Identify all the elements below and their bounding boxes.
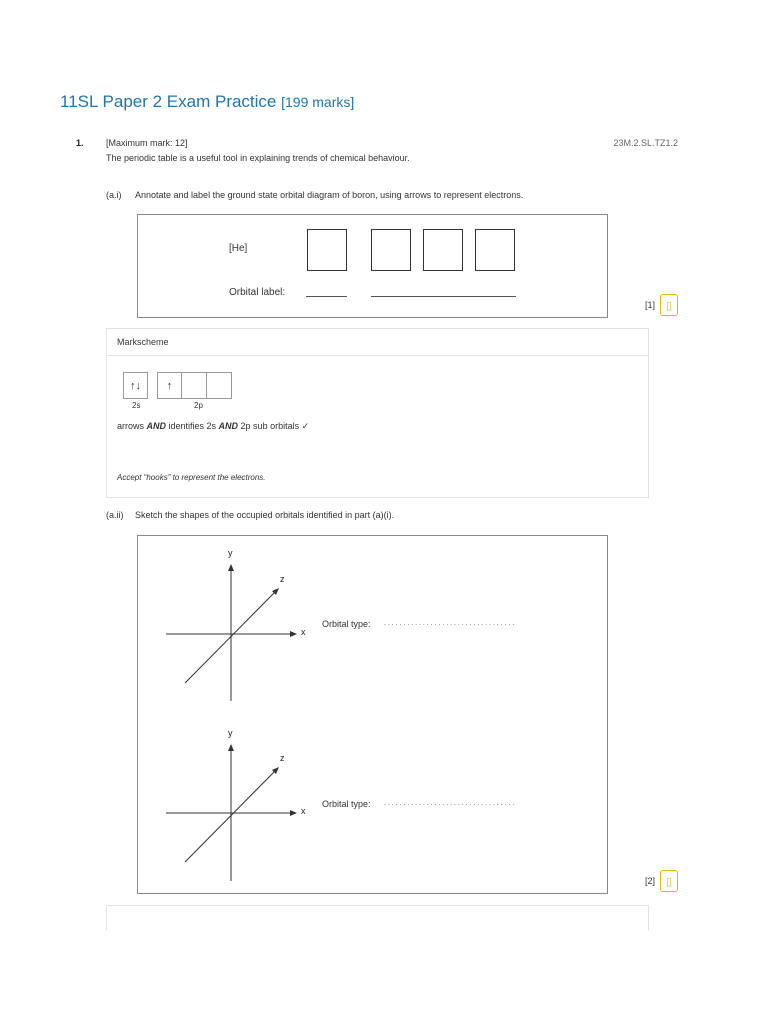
orbital-type-label-2: Orbital type: — [322, 799, 371, 809]
axis-label-y-2: y — [228, 728, 233, 738]
markscheme-header: Markscheme — [107, 329, 648, 356]
orbital-label-line-2p[interactable] — [371, 296, 516, 297]
markscheme-cell-2p-2 — [182, 372, 207, 399]
answer-mid: identifies 2s — [166, 421, 219, 431]
x-arrow-1 — [290, 631, 297, 637]
axis-label-z-1: z — [280, 574, 285, 584]
markscheme-cell-2s: ↑↓ — [123, 372, 148, 399]
orbital-box-2s[interactable] — [307, 229, 347, 271]
orbital-type-dots-2[interactable]: . . . . . . . . . . . . . . . . . . . . . . . . . . . . . . . . . . — [384, 800, 515, 807]
axes-set-2 — [166, 744, 297, 881]
page-title — [60, 92, 354, 112]
part-a-ii-label: (a.ii) — [106, 510, 124, 520]
answer-pre: arrows — [117, 421, 147, 431]
markscheme-answer — [117, 421, 309, 432]
part-a-ii-prompt: Sketch the shapes of the occupied orbitals identified in part (a)(i). — [135, 510, 395, 520]
orbital-diagram-box — [137, 214, 608, 318]
axes-set-1 — [166, 564, 297, 701]
y-arrow-1 — [228, 564, 234, 571]
orbital-box-2p-2[interactable] — [423, 229, 463, 271]
answer-and-2: AND — [218, 421, 239, 431]
mark-toggle-icon: ▯ — [665, 875, 673, 888]
part-a-i-label: (a.i) — [106, 190, 122, 200]
axis-label-x-2: x — [301, 806, 306, 816]
orbital-sketch-box — [137, 535, 608, 894]
markscheme-sub-2p: 2p — [194, 401, 203, 410]
markscheme-sub-2s: 2s — [132, 401, 141, 410]
question-intro: The periodic table is a useful tool in explaining trends of chemical behaviour. — [106, 153, 410, 163]
orbital-type-label-1: Orbital type: — [322, 619, 371, 629]
answer-post: 2p sub orbitals ✓ — [238, 421, 310, 431]
orbital-label-text: Orbital label: — [229, 287, 286, 298]
question-number: 1. — [76, 138, 84, 148]
page-title-text: 11SL Paper 2 Exam Practice — [60, 92, 277, 111]
question-code: 23M.2.SL.TZ1.2 — [613, 138, 678, 148]
part-a-ii-marks: [2] — [645, 876, 656, 886]
axis-label-z-2: z — [280, 753, 285, 763]
page-title-marks: [199 marks] — [281, 94, 355, 110]
x-arrow-2 — [290, 810, 297, 816]
page-bottom-mask — [0, 930, 768, 1024]
orbital-label-line-2s[interactable] — [306, 296, 347, 297]
axis-label-x-1: x — [301, 627, 306, 637]
orbital-box-2p-1[interactable] — [371, 229, 411, 271]
markscheme-toggle-button-1[interactable] — [660, 294, 678, 316]
markscheme-note: Accept “hooks” to represent the electrons. — [117, 473, 266, 482]
axis-label-y-1: y — [228, 548, 233, 558]
core-notation: [He] — [229, 243, 248, 254]
part-a-i-prompt: Annotate and label the ground state orbital diagram of boron, using arrows to represent electrons. — [135, 190, 524, 200]
markscheme-panel — [106, 328, 649, 498]
markscheme-toggle-button-2[interactable] — [660, 870, 678, 892]
axes-svg — [138, 536, 607, 893]
y-arrow-2 — [228, 744, 234, 751]
markscheme-cell-2p-3 — [207, 372, 232, 399]
markscheme-2p-cells — [157, 372, 232, 399]
mark-toggle-icon: ▯ — [665, 299, 673, 312]
orbital-box-2p-3[interactable] — [475, 229, 515, 271]
markscheme-2s-cells — [123, 372, 148, 399]
markscheme-cell-2p-1: ↑ — [157, 372, 182, 399]
part-a-i-marks: [1] — [645, 300, 656, 310]
question-max-mark: [Maximum mark: 12] — [106, 138, 188, 148]
orbital-type-dots-1[interactable]: . . . . . . . . . . . . . . . . . . . . . . . . . . . . . . . . . . — [384, 620, 515, 627]
answer-and-1: AND — [146, 421, 167, 431]
